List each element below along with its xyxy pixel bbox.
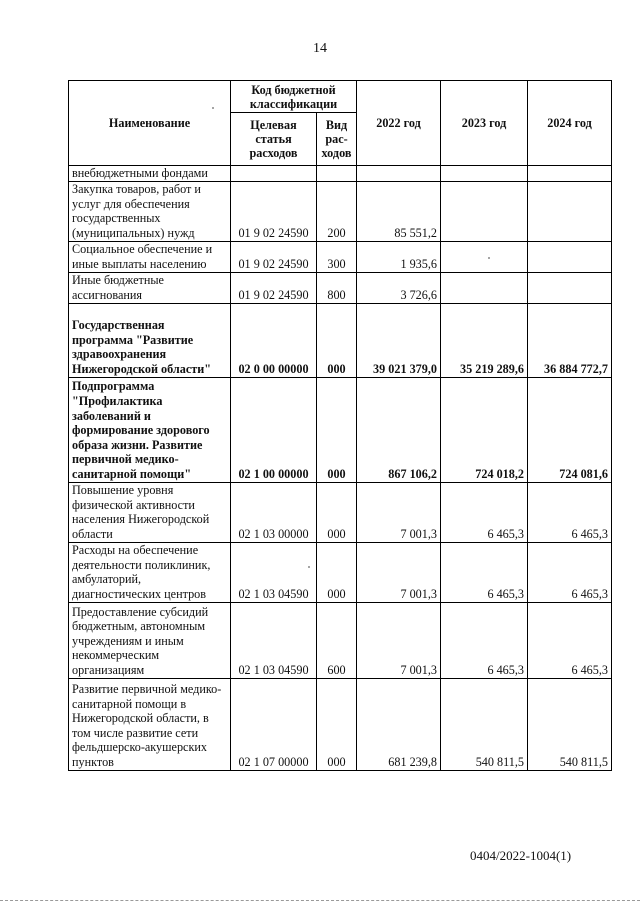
row-name: Развитие первичной медико-санитарной помощи в Нижегородской области, в том числе развитие сети фельдшерско-акушерских пунктов: [69, 678, 231, 770]
row-amount-2022: 7 001,3: [357, 542, 441, 602]
row-amount-2022: 681 239,8: [357, 678, 441, 770]
page-edge-line: [0, 900, 640, 901]
table-body: [69, 166, 612, 771]
row-amount-2024: 6 465,3: [528, 542, 612, 602]
row-expense-kind: 800: [317, 272, 357, 303]
row-name: внебюджетными фондами: [69, 166, 231, 182]
row-amount-2024: [528, 181, 612, 241]
row-target-article: 02 1 03 00000: [231, 482, 317, 542]
table-row: [69, 377, 612, 482]
table-row: [69, 303, 612, 377]
row-name: Социальное обеспечение и иные выплаты населению: [69, 241, 231, 272]
row-amount-2023: [441, 166, 528, 182]
row-target-article: 02 1 07 00000: [231, 678, 317, 770]
row-name: Предоставление субсидий бюджетным, автономным учреждениям и иным некоммерческим организациям: [69, 602, 231, 678]
header-kind: Вид рас-ходов: [317, 113, 357, 166]
row-expense-kind: 300: [317, 241, 357, 272]
row-expense-kind: 000: [317, 678, 357, 770]
header-2023: 2023 год: [441, 81, 528, 166]
budget-table: [68, 80, 612, 771]
row-amount-2024: 6 465,3: [528, 602, 612, 678]
row-amount-2022: 7 001,3: [357, 602, 441, 678]
row-name: Закупка товаров, работ и услуг для обеспечения государственных (муниципальных) нужд: [69, 181, 231, 241]
table-row: [69, 542, 612, 602]
row-amount-2024: [528, 272, 612, 303]
row-amount-2024: 36 884 772,7: [528, 303, 612, 377]
scan-speck: [308, 566, 310, 568]
row-amount-2023: 6 465,3: [441, 482, 528, 542]
table-row: [69, 678, 612, 770]
row-amount-2022: [357, 166, 441, 182]
row-amount-2023: 35 219 289,6: [441, 303, 528, 377]
row-target-article: 01 9 02 24590: [231, 272, 317, 303]
row-target-article: 01 9 02 24590: [231, 181, 317, 241]
row-amount-2023: 6 465,3: [441, 602, 528, 678]
row-amount-2023: [441, 181, 528, 241]
row-amount-2022: 39 021 379,0: [357, 303, 441, 377]
header-2022: 2022 год: [357, 81, 441, 166]
document-code: 0404/2022-1004(1): [470, 848, 572, 863]
row-amount-2023: 6 465,3: [441, 542, 528, 602]
row-amount-2022: 867 106,2: [357, 377, 441, 482]
row-amount-2024: 724 081,6: [528, 377, 612, 482]
scan-speck: [212, 107, 214, 109]
table-row: [69, 181, 612, 241]
row-target-article: [231, 166, 317, 182]
row-amount-2023: 724 018,2: [441, 377, 528, 482]
row-amount-2024: 540 811,5: [528, 678, 612, 770]
header-name: Наименование: [69, 81, 231, 166]
row-name: Подпрограмма "Профилактика заболеваний и формирование здорового образа жизни. Развитие первичной медико-санитарной помощи": [69, 377, 231, 482]
table-row: [69, 482, 612, 542]
row-expense-kind: 000: [317, 377, 357, 482]
row-name: Расходы на обеспечение деятельности поликлиник, амбулаторий, диагностических центров: [69, 542, 231, 602]
row-amount-2022: 7 001,3: [357, 482, 441, 542]
row-amount-2023: [441, 241, 528, 272]
table-row: [69, 272, 612, 303]
row-expense-kind: 000: [317, 542, 357, 602]
row-target-article: 02 1 00 00000: [231, 377, 317, 482]
page-number: 14: [313, 41, 327, 56]
row-name: Государственная программа "Развитие здравоохранения Нижегородской области": [69, 303, 231, 377]
row-amount-2023: [441, 272, 528, 303]
row-expense-kind: 000: [317, 482, 357, 542]
table-row: [69, 241, 612, 272]
row-expense-kind: 000: [317, 303, 357, 377]
row-target-article: 01 9 02 24590: [231, 241, 317, 272]
row-amount-2022: 1 935,6: [357, 241, 441, 272]
row-target-article: 02 0 00 00000: [231, 303, 317, 377]
row-expense-kind: 200: [317, 181, 357, 241]
header-code-group: Код бюджетной классификации: [231, 81, 357, 113]
table-row: [69, 602, 612, 678]
table-row: [69, 166, 612, 182]
row-name: Иные бюджетные ассигнования: [69, 272, 231, 303]
header-target-article: Целевая статья расходов: [231, 113, 317, 166]
row-amount-2022: 3 726,6: [357, 272, 441, 303]
scan-speck: [488, 257, 490, 259]
row-amount-2023: 540 811,5: [441, 678, 528, 770]
row-amount-2022: 85 551,2: [357, 181, 441, 241]
row-amount-2024: [528, 166, 612, 182]
row-amount-2024: 6 465,3: [528, 482, 612, 542]
row-amount-2024: [528, 241, 612, 272]
header-2024: 2024 год: [528, 81, 612, 166]
row-name: Повышение уровня физической активности населения Нижегородской области: [69, 482, 231, 542]
row-expense-kind: 600: [317, 602, 357, 678]
row-expense-kind: [317, 166, 357, 182]
row-target-article: 02 1 03 04590: [231, 542, 317, 602]
row-target-article: 02 1 03 04590: [231, 602, 317, 678]
